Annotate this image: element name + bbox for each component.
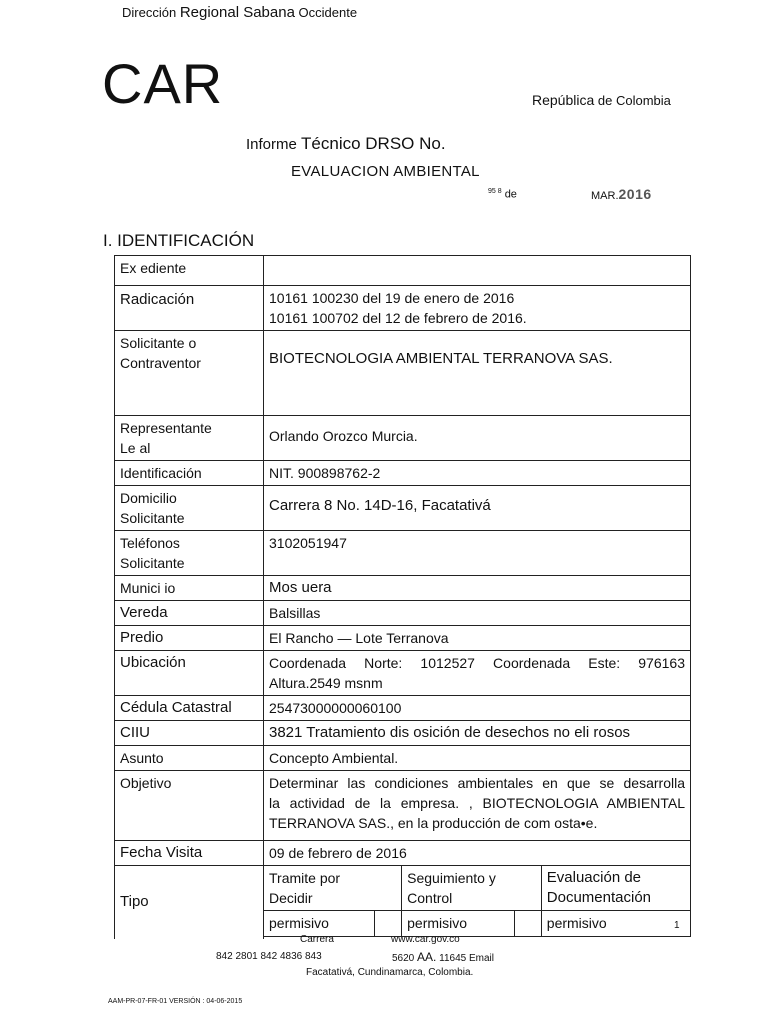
value-expediente [264,256,691,286]
checkbox-2[interactable] [514,911,541,937]
label-radicacion [115,286,264,331]
value-identificacion: NIT. 900898762-2 [264,461,691,486]
value-asunto: Concepto Ambiental. [264,746,691,771]
objetivo-line-2: la actividad de la empresa. , BIOTECNOLOGIA AMBIENTAL [269,795,685,811]
value-representante: Orlando Orozco Murcia. [264,416,691,461]
value-objetivo [264,771,691,841]
label-domicilio [115,486,264,531]
label-municipio: Munici io [115,576,264,601]
value-radicacion [264,286,691,331]
aa-number: 5620 [392,953,415,964]
document-code: AAM-PR-07-FR-01 VERSIÓN : 04-06-2015 [108,998,243,1005]
row-municipio [115,576,691,601]
republica-colombia [532,92,671,108]
footer-phones: 842 2801 842 4836 843 [216,951,322,962]
evaluacion-line-2: Documentación [546,889,652,906]
label-vereda: Vereda [115,601,264,626]
row-expediente [115,256,691,286]
label-predio: Predio [115,626,264,651]
row-predio [115,626,691,651]
label-representante [115,416,264,461]
permisivo-1: permisivo [264,911,375,937]
label-ciiu: CIIU [115,721,264,746]
label-representante-2: Le al [120,440,151,456]
row-radicacion [115,286,691,331]
tramite-line-2: Decidir [269,890,313,906]
identification-table [114,255,691,939]
checkbox-1[interactable] [375,911,402,937]
label-telefonos-2: Solicitante [120,555,185,571]
row-asunto [115,746,691,771]
document-title: EVALUACION AMBIENTAL [291,163,480,180]
seguimiento-line-2: Control [407,890,453,906]
regional-sabana: Regional Sabana [179,4,295,21]
label-radicacion-text: Radicación [120,291,195,308]
tipo-options [264,866,691,939]
tecnico-drso: Técnico DRSO No. [301,134,446,153]
republica-word: República [532,92,595,108]
mes-value: MAR. [591,190,619,202]
objetivo-line-3: TERRANOVA SAS., en la producción de com osta•e. [269,815,598,831]
tramite-line-1: Tramite por [269,870,341,886]
ubicacion-altura: Altura.2549 msnm [269,675,383,691]
footer-web: www.car.gov.co [391,934,460,945]
radicacion-1: 10161 100230 del 19 de enero de 2016 [269,290,515,306]
section-title: I. IDENTIFICACIÓN [103,231,255,250]
numero-value: 95 8 [488,188,502,195]
row-tipo [115,866,691,939]
aa-email: 11645 Email [439,953,495,964]
value-municipio: Mos uera [264,576,691,601]
label-tipo-text: Tipo [120,893,149,910]
informe-tecnico [246,134,446,154]
value-fecha-visita: 09 de febrero de 2016 [264,841,691,866]
row-ubicacion [115,651,691,696]
direccion-regional [122,4,357,21]
label-solicitante-2: Contraventor [120,355,201,371]
label-expediente: Ex ediente [115,256,264,286]
label-solicitante-1: Solicitante o [120,335,197,351]
direccion-word: Dirección [122,5,177,20]
tipo-permisivo-row [264,911,690,937]
value-vereda: Balsillas [264,601,691,626]
de-colombia: de Colombia [597,93,671,108]
label-representante-1: Representante [120,420,212,436]
label-fecha-visita: Fecha Visita [115,841,264,866]
tipo-evaluacion [541,866,690,911]
label-cedula: Cédula Catastral [115,696,264,721]
informe-numero [488,188,517,201]
anio-stamp: 2016 [618,186,652,202]
car-logo: CAR [102,52,224,115]
row-representante [115,416,691,461]
row-identificacion [115,461,691,486]
page-number: 1 [674,920,680,931]
label-identificacion: Identificación [115,461,264,486]
tipo-tramite [264,866,402,911]
informe-fecha [591,186,652,202]
permisivo-2: permisivo [402,911,515,937]
label-ubicacion: Ubicación [115,651,264,696]
aa-label: AA. [417,950,437,964]
value-ubicacion [264,651,691,696]
label-domicilio-1: Domicilio [120,490,177,506]
footer-city: Facatativá, Cundinamarca, Colombia. [306,967,474,978]
objetivo-line-1: Determinar las condiciones ambientales en que se desarrolla [269,775,685,791]
permisivo-3: permisivo [541,911,690,937]
value-cedula: 25473000000060100 [264,696,691,721]
value-telefonos: 3102051947 [264,531,691,576]
radicacion-2: 10161 100702 del 12 de febrero de 2016. [269,310,527,326]
informe-word: Informe [246,136,297,153]
label-asunto: Asunto [115,746,264,771]
label-tipo [115,866,264,939]
tipo-seguimiento [402,866,542,911]
value-domicilio: Carrera 8 No. 14D-16, Facatativá [264,486,691,531]
row-ciiu [115,721,691,746]
label-solicitante [115,331,264,416]
row-solicitante [115,331,691,416]
value-solicitante: BIOTECNOLOGIA AMBIENTAL TERRANOVA SAS. [264,331,691,416]
row-vereda [115,601,691,626]
row-telefonos [115,531,691,576]
label-telefonos-1: Teléfonos [120,535,180,551]
row-objetivo [115,771,691,841]
ubicacion-coordenadas: Coordenada Norte: 1012527 Coordenada Este: 976163 [269,655,685,671]
tipo-header-row [264,866,690,911]
seguimiento-line-1: Seguimiento y [407,870,496,886]
occidente-word: Occidente [298,5,358,20]
row-fecha-visita [115,841,691,866]
footer-carrera: Carrera [300,934,334,945]
label-telefonos [115,531,264,576]
footer-aa [392,950,494,964]
value-predio: El Rancho — Lote Terranova [264,626,691,651]
evaluacion-line-1: Evaluación de [546,869,642,886]
value-ciiu: 3821 Tratamiento dis osición de desechos no eli rosos [264,721,691,746]
label-objetivo: Objetivo [115,771,264,841]
tipo-table [264,866,691,937]
row-domicilio [115,486,691,531]
label-domicilio-2: Solicitante [120,510,185,526]
de-word: de [504,188,517,201]
row-cedula [115,696,691,721]
